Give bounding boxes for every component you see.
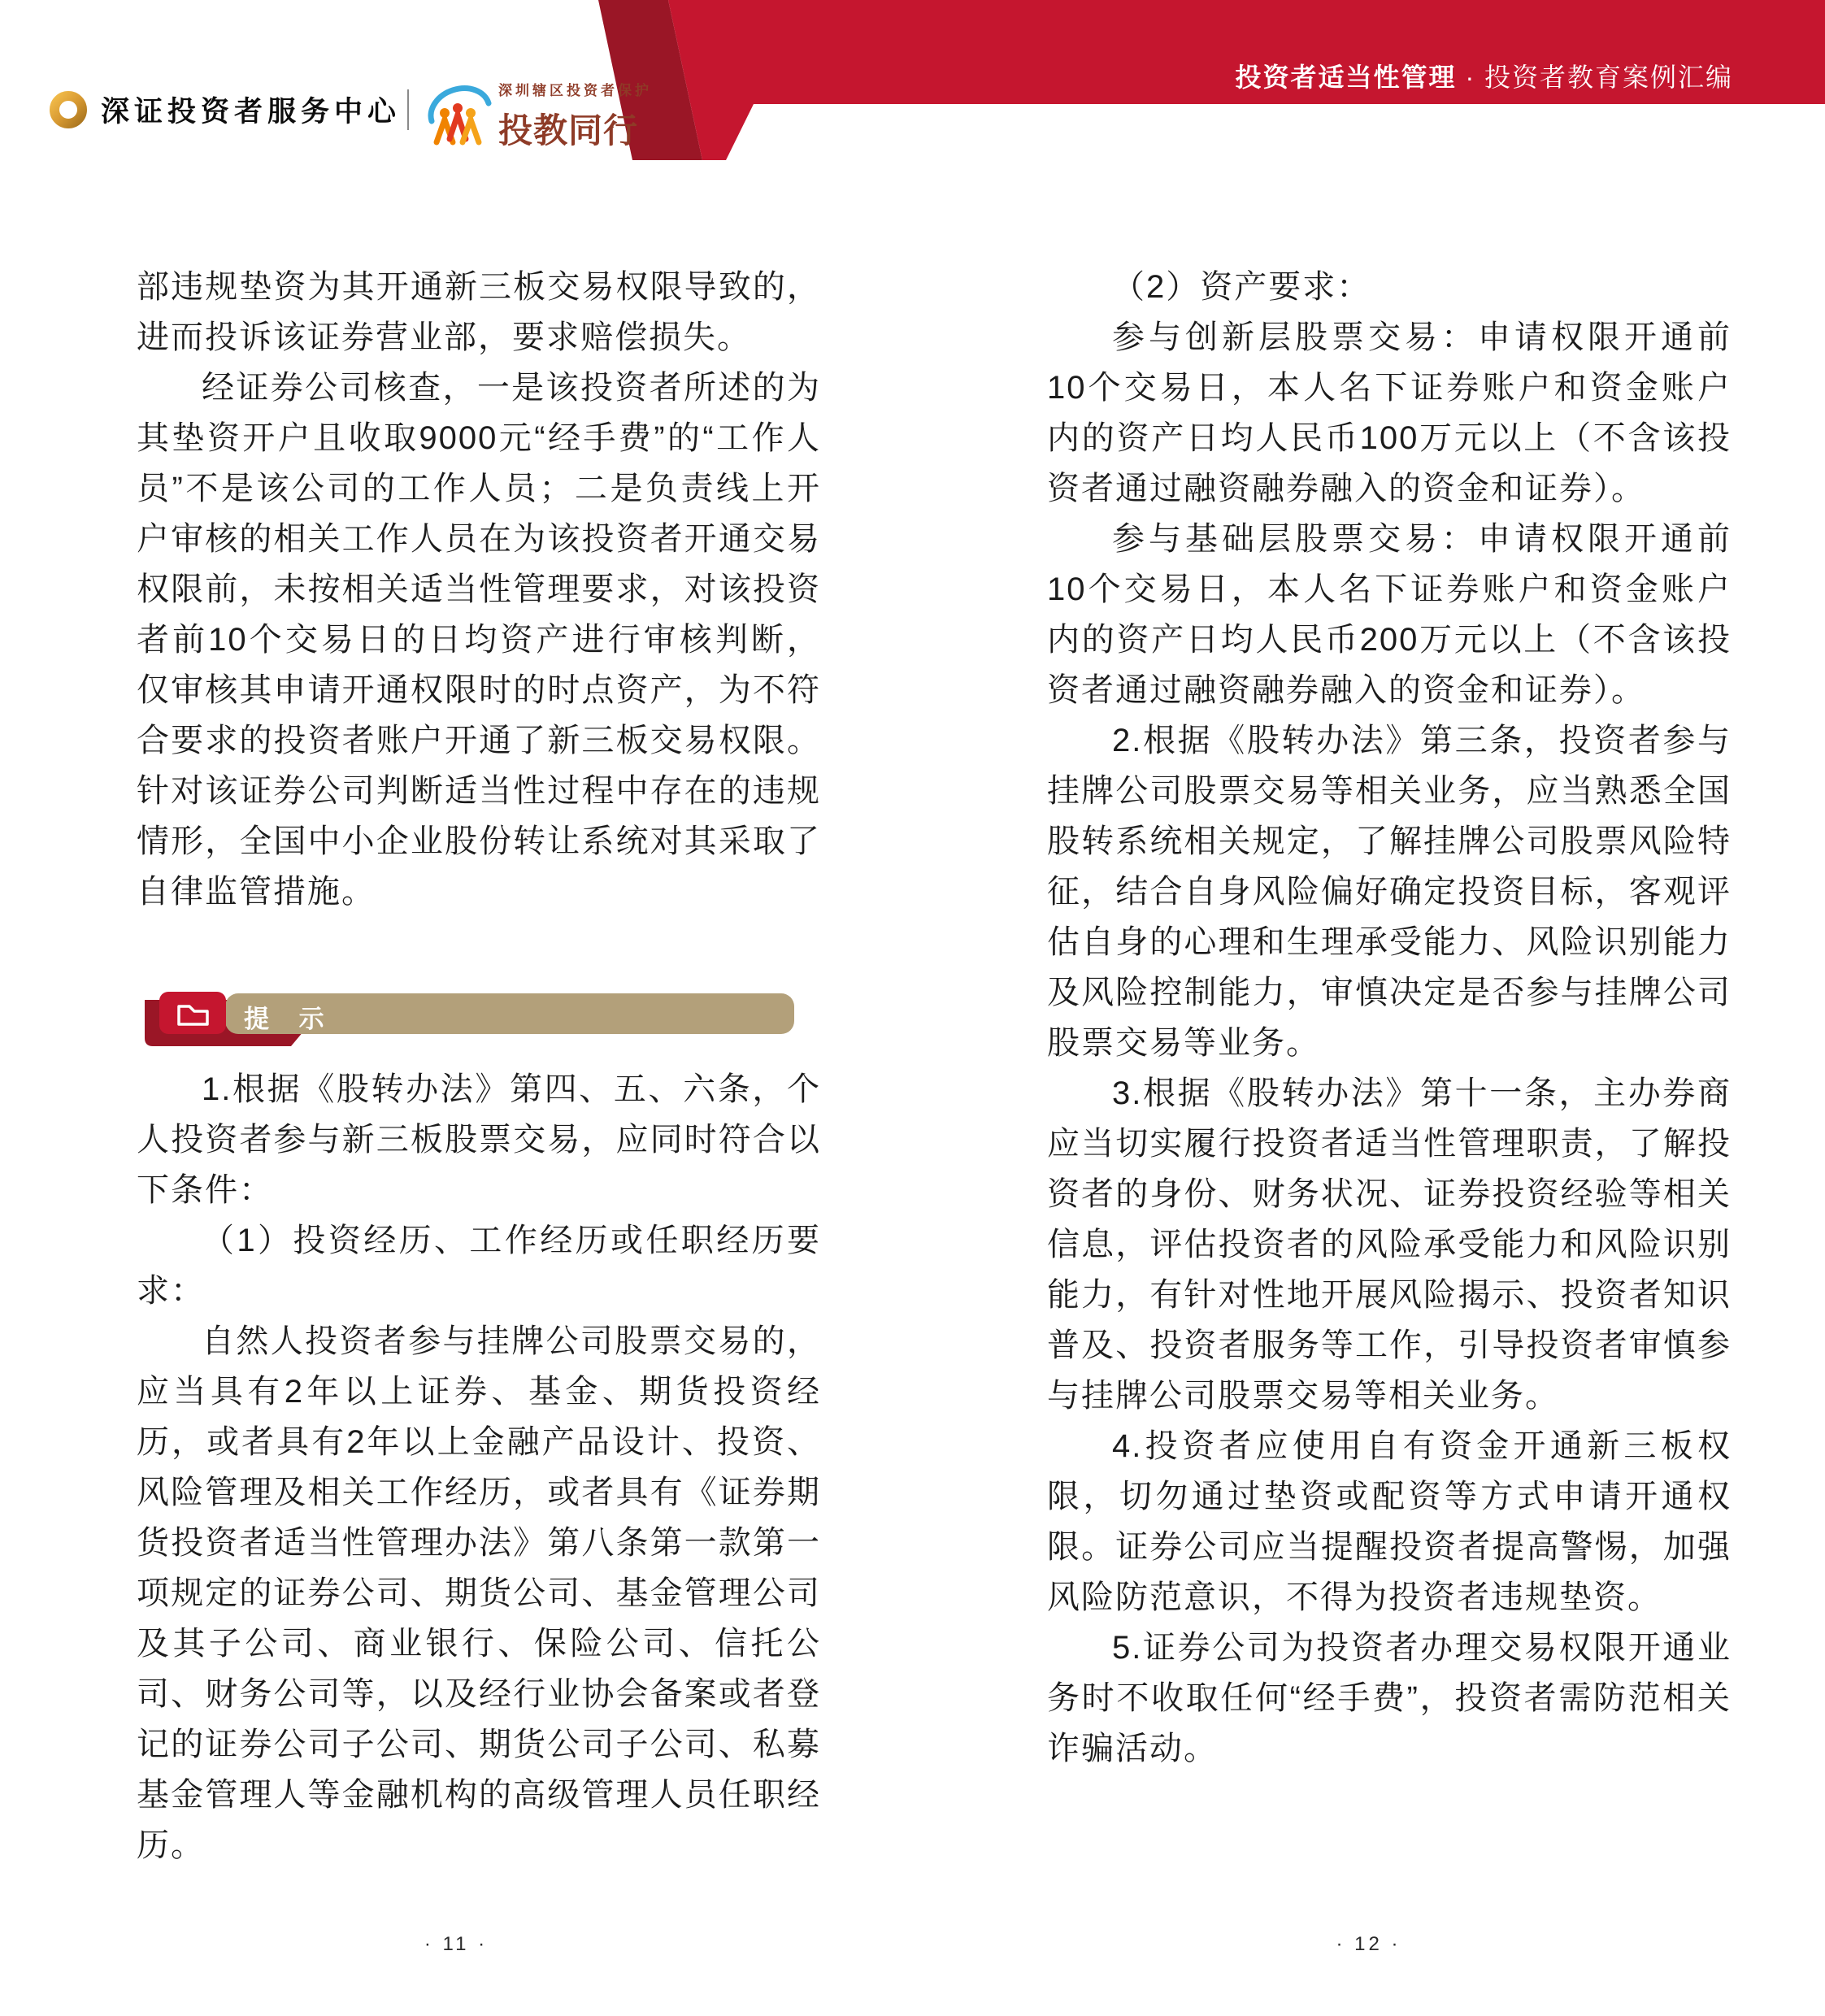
page-number-left: · 11 · (424, 1933, 489, 1955)
tip-label: 提 示 (244, 1005, 336, 1033)
header-brand (49, 65, 652, 154)
toujiao-logo (420, 67, 652, 153)
paragraph: 4.投资者应使用自有资金开通新三板权限，切勿通过垫资或配资等方式申请开通权限。证券公司应当提醒投资者提高警惕，加强风险防范意识，不得为投资者违规垫资。 (1047, 1428, 1732, 1615)
header-title-bold: 投资者适当性管理 (1235, 63, 1457, 92)
toujiao-logo-subtitle: 深圳辖区投资者保护 (498, 82, 653, 98)
header-title-separator: · (1465, 63, 1476, 92)
tip-banner (140, 988, 800, 1049)
paragraph: （2）资产要求： (1112, 269, 1371, 305)
paragraph: 3.根据《股转办法》第十一条，主办券商应当切实履行投资者适当性管理职责，了解投资者的身份、财务状况、证券投资经验等相关信息，评估投资者的风险承受能力和风险识别能力，有针对性地开展风险揭示、投资者知识普及、投资者服务等工作，引导投资者审慎参与挂牌公司股票交易等相关业务。 (1047, 1075, 1732, 1414)
left-column-upper (137, 262, 821, 917)
paragraph: 参与创新层股票交易：申请权限开通前10个交易日，本人名下证券账户和资金账户内的资产日均人民币100万元以上（不含该投资者通过融资融券融入的资金和证券）。 (1047, 319, 1732, 506)
left-logo-text: 深证投资者服务中心 (101, 96, 402, 128)
header-title (1236, 57, 1733, 94)
page-number-right: · 12 · (1336, 1933, 1401, 1955)
paragraph: 2.根据《股转办法》第三条，投资者参与挂牌公司股票交易等相关业务，应当熟悉全国股转系统相关规定，了解挂牌公司股票风险特征，结合自身风险偏好确定投资目标，客观评估自身的心理和生理承受能力、风险识别能力及风险控制能力，审慎决定是否参与挂牌公司股票交易等业务。 (1047, 723, 1732, 1061)
tip-banner-tab (159, 992, 226, 1034)
paragraph: （1）投资经历、工作经历或任职经历要求： (137, 1223, 821, 1309)
paragraph: 经证券公司核查，一是该投资者所述的为其垫资开户且收取9000元“经手费”的“工作人员”不是该公司的工作人员；二是负责线上开户审核的相关工作人员在为该投资者开通交易权限前，未按相关适当性管理要求，对该投资者前10个交易日的日均资产进行审核判断，仅审核其申请开通权限时的时点资产，为不符合要求的投资者账户开通了新三板交易权限。针对该证券公司判断适当性过程中存在的违规情形，全国中小企业股份转让系统对其采取了自律监管措施。 (137, 370, 821, 910)
paragraph: 自然人投资者参与挂牌公司股票交易的，应当具有2年以上证券、基金、期货投资经历，或者具有2年以上金融产品设计、投资、风险管理及相关工作经历，或者具有《证券期货投资者适当性管理办法》第八条第一款第一项规定的证券公司、期货公司、基金管理公司及其子公司、商业银行、保险公司、信托公司、财务公司等，以及经行业协会备案或者登记的证券公司子公司、期货公司子公司、私募基金管理人等金融机构的高级管理人员任职经历。 (137, 1323, 821, 1863)
logo-divider (407, 89, 409, 130)
toujiao-logo-icon (420, 67, 492, 149)
right-column (1047, 262, 1732, 1774)
paragraph: 1.根据《股转办法》第四、五、六条，个人投资者参与新三板股票交易，应同时符合以下条件： (137, 1071, 821, 1208)
paragraph: 部违规垫资为其开通新三板交易权限导致的，进而投诉该证券营业部，要求赔偿损失。 (137, 269, 821, 355)
toujiao-logo-title: 投教同行 (498, 111, 639, 150)
szse-investor-center-logo-icon (49, 90, 88, 129)
paragraph: 5.证券公司为投资者办理交易权限开通业务时不收取任何“经手费”，投资者需防范相关诈骗活动。 (1047, 1630, 1732, 1766)
toujiao-logo-texts (498, 79, 652, 153)
header-title-regular: 投资者教育案例汇编 (1484, 63, 1733, 92)
paragraph: 参与基础层股票交易：申请权限开通前10个交易日，本人名下证券账户和资金账户内的资产日均人民币200万元以上（不含该投资者通过融资融券融入的资金和证券）。 (1047, 521, 1732, 708)
left-column-lower (137, 1064, 821, 1870)
